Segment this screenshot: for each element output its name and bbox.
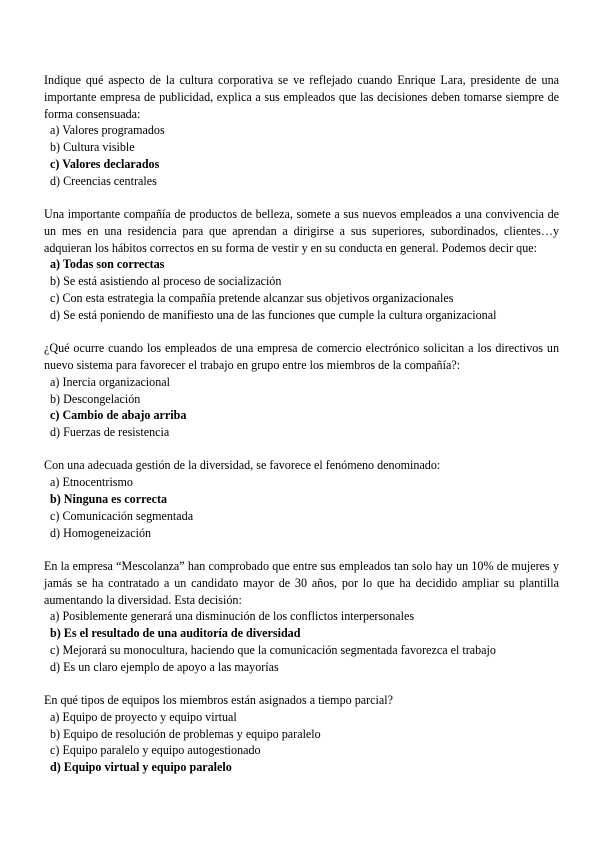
question-2 (44, 206, 559, 324)
option-c (50, 508, 559, 525)
option-letter: a) (50, 475, 60, 490)
option-letter: c) (50, 508, 60, 523)
option-letter: b) (50, 492, 61, 507)
option-letter: b) (50, 391, 61, 406)
option-d-correct (50, 759, 559, 776)
option-a (50, 709, 559, 726)
option-text: Mejorará su monocultura, haciendo que la comunicación segmentada favorezca el trabajo (62, 642, 496, 657)
option-text: Todas son correctas (62, 257, 165, 272)
option-letter: c) (50, 291, 60, 306)
option-letter: a) (50, 123, 60, 138)
option-text: Valores declarados (62, 156, 160, 171)
question-4 (44, 457, 559, 541)
option-d (50, 173, 559, 190)
option-list (44, 122, 559, 189)
option-text: Es el resultado de una auditoría de diversidad (63, 626, 301, 641)
option-letter: c) (50, 156, 60, 171)
option-c-correct (50, 156, 559, 173)
option-text: Posiblemente generará una disminución de los conflictos interpersonales (62, 609, 415, 624)
option-list (44, 256, 559, 323)
option-text: Etnocentrismo (62, 475, 133, 490)
option-list (44, 474, 559, 541)
option-letter: a) (50, 257, 61, 272)
option-letter: b) (50, 140, 61, 155)
option-b (50, 139, 559, 156)
document-page (44, 72, 559, 792)
option-text: Se está asistiendo al proceso de socialización (63, 274, 282, 289)
option-text: Con esta estrategia la compañía pretende alcanzar sus objetivos organizacionales (62, 291, 454, 306)
option-d (50, 659, 559, 676)
option-text: Valores programados (62, 123, 165, 138)
option-b (50, 726, 559, 743)
question-5 (44, 558, 559, 676)
option-b (50, 391, 559, 408)
option-text: Es un claro ejemplo de apoyo a las mayorías (63, 659, 279, 674)
question-6 (44, 692, 559, 776)
option-a-correct (50, 256, 559, 273)
option-text: Cambio de abajo arriba (62, 408, 187, 423)
option-d (50, 424, 559, 441)
option-letter: b) (50, 626, 61, 641)
option-letter: d) (50, 173, 61, 188)
option-letter: d) (50, 760, 61, 775)
option-b-correct (50, 625, 559, 642)
option-letter: b) (50, 274, 61, 289)
option-text: Creencias centrales (63, 173, 157, 188)
option-text: Comunicación segmentada (62, 508, 194, 523)
question-stem: Con una adecuada gestión de la diversidad, se favorece el fenómeno denominado: (44, 458, 441, 473)
question-stem: En qué tipos de equipos los miembros están asignados a tiempo parcial? (44, 693, 393, 707)
option-letter: c) (50, 743, 60, 758)
option-letter: d) (50, 425, 61, 440)
option-a (50, 474, 559, 491)
option-text: Ninguna es correcta (63, 492, 168, 507)
option-b-correct (50, 491, 559, 508)
option-text: Homogeneización (63, 525, 152, 540)
option-c-correct (50, 407, 559, 424)
option-a (50, 608, 559, 625)
option-c (50, 742, 559, 759)
option-text: Equipo virtual y equipo paralelo (63, 760, 232, 775)
option-a (50, 374, 559, 391)
option-letter: d) (50, 307, 61, 322)
option-text: Equipo de resolución de problemas y equipo paralelo (63, 726, 321, 741)
option-list (44, 374, 559, 441)
option-letter: d) (50, 659, 61, 674)
option-letter: a) (50, 374, 60, 389)
question-stem: En la empresa “Mescolanza” han comprobado que entre sus empleados tan solo hay un 10% de mujeres y jamás se ha contratado a un candidato mayor de 30 años, por lo que ha decidido ampliar su plantilla aumentando la diversidad. Esta decisión: (44, 558, 559, 607)
option-c (50, 290, 559, 307)
option-text: Equipo de proyecto y equipo virtual (62, 709, 237, 724)
option-text: Inercia organizacional (62, 374, 170, 389)
option-b (50, 273, 559, 290)
question-stem: ¿Qué ocurre cuando los empleados de una empresa de comercio electrónico solicitan a los directivos un nuevo sistema para favorecer el trabajo en grupo entre los miembros de la compañía?: (44, 341, 559, 372)
question-stem: Una importante compañía de productos de belleza, somete a sus nuevos empleados a una convivencia de un mes en una residencia para que aprendan a dirigirse a sus superiores, subordinados, clientes…y adquieran los hábitos correctos en su forma de vestir y en su conducta en general. Podemos decir que: (44, 207, 559, 255)
option-d (50, 525, 559, 542)
option-text: Fuerzas de resistencia (63, 425, 170, 440)
option-letter: b) (50, 726, 61, 741)
option-text: Se está poniendo de manifiesto una de las funciones que cumple la cultura organizacional (63, 307, 497, 322)
option-text: Cultura visible (63, 140, 135, 155)
option-text: Descongelación (63, 391, 141, 406)
option-letter: a) (50, 609, 60, 624)
option-letter: a) (50, 709, 60, 724)
question-stem: Indique qué aspecto de la cultura corporativa se ve reflejado cuando Enrique Lara, presidente de una importante empresa de publicidad, explica a sus empleados que las decisiones deben tomarse siempre de forma consensuada: (44, 73, 559, 121)
option-a (50, 122, 559, 139)
question-3 (44, 340, 559, 441)
option-text: Equipo paralelo y equipo autogestionado (62, 743, 261, 758)
option-list (44, 608, 559, 675)
option-letter: c) (50, 408, 60, 423)
option-d (50, 307, 559, 324)
option-c (50, 642, 559, 659)
option-letter: c) (50, 642, 60, 657)
question-1 (44, 72, 559, 190)
option-letter: d) (50, 525, 61, 540)
option-list (44, 709, 559, 776)
